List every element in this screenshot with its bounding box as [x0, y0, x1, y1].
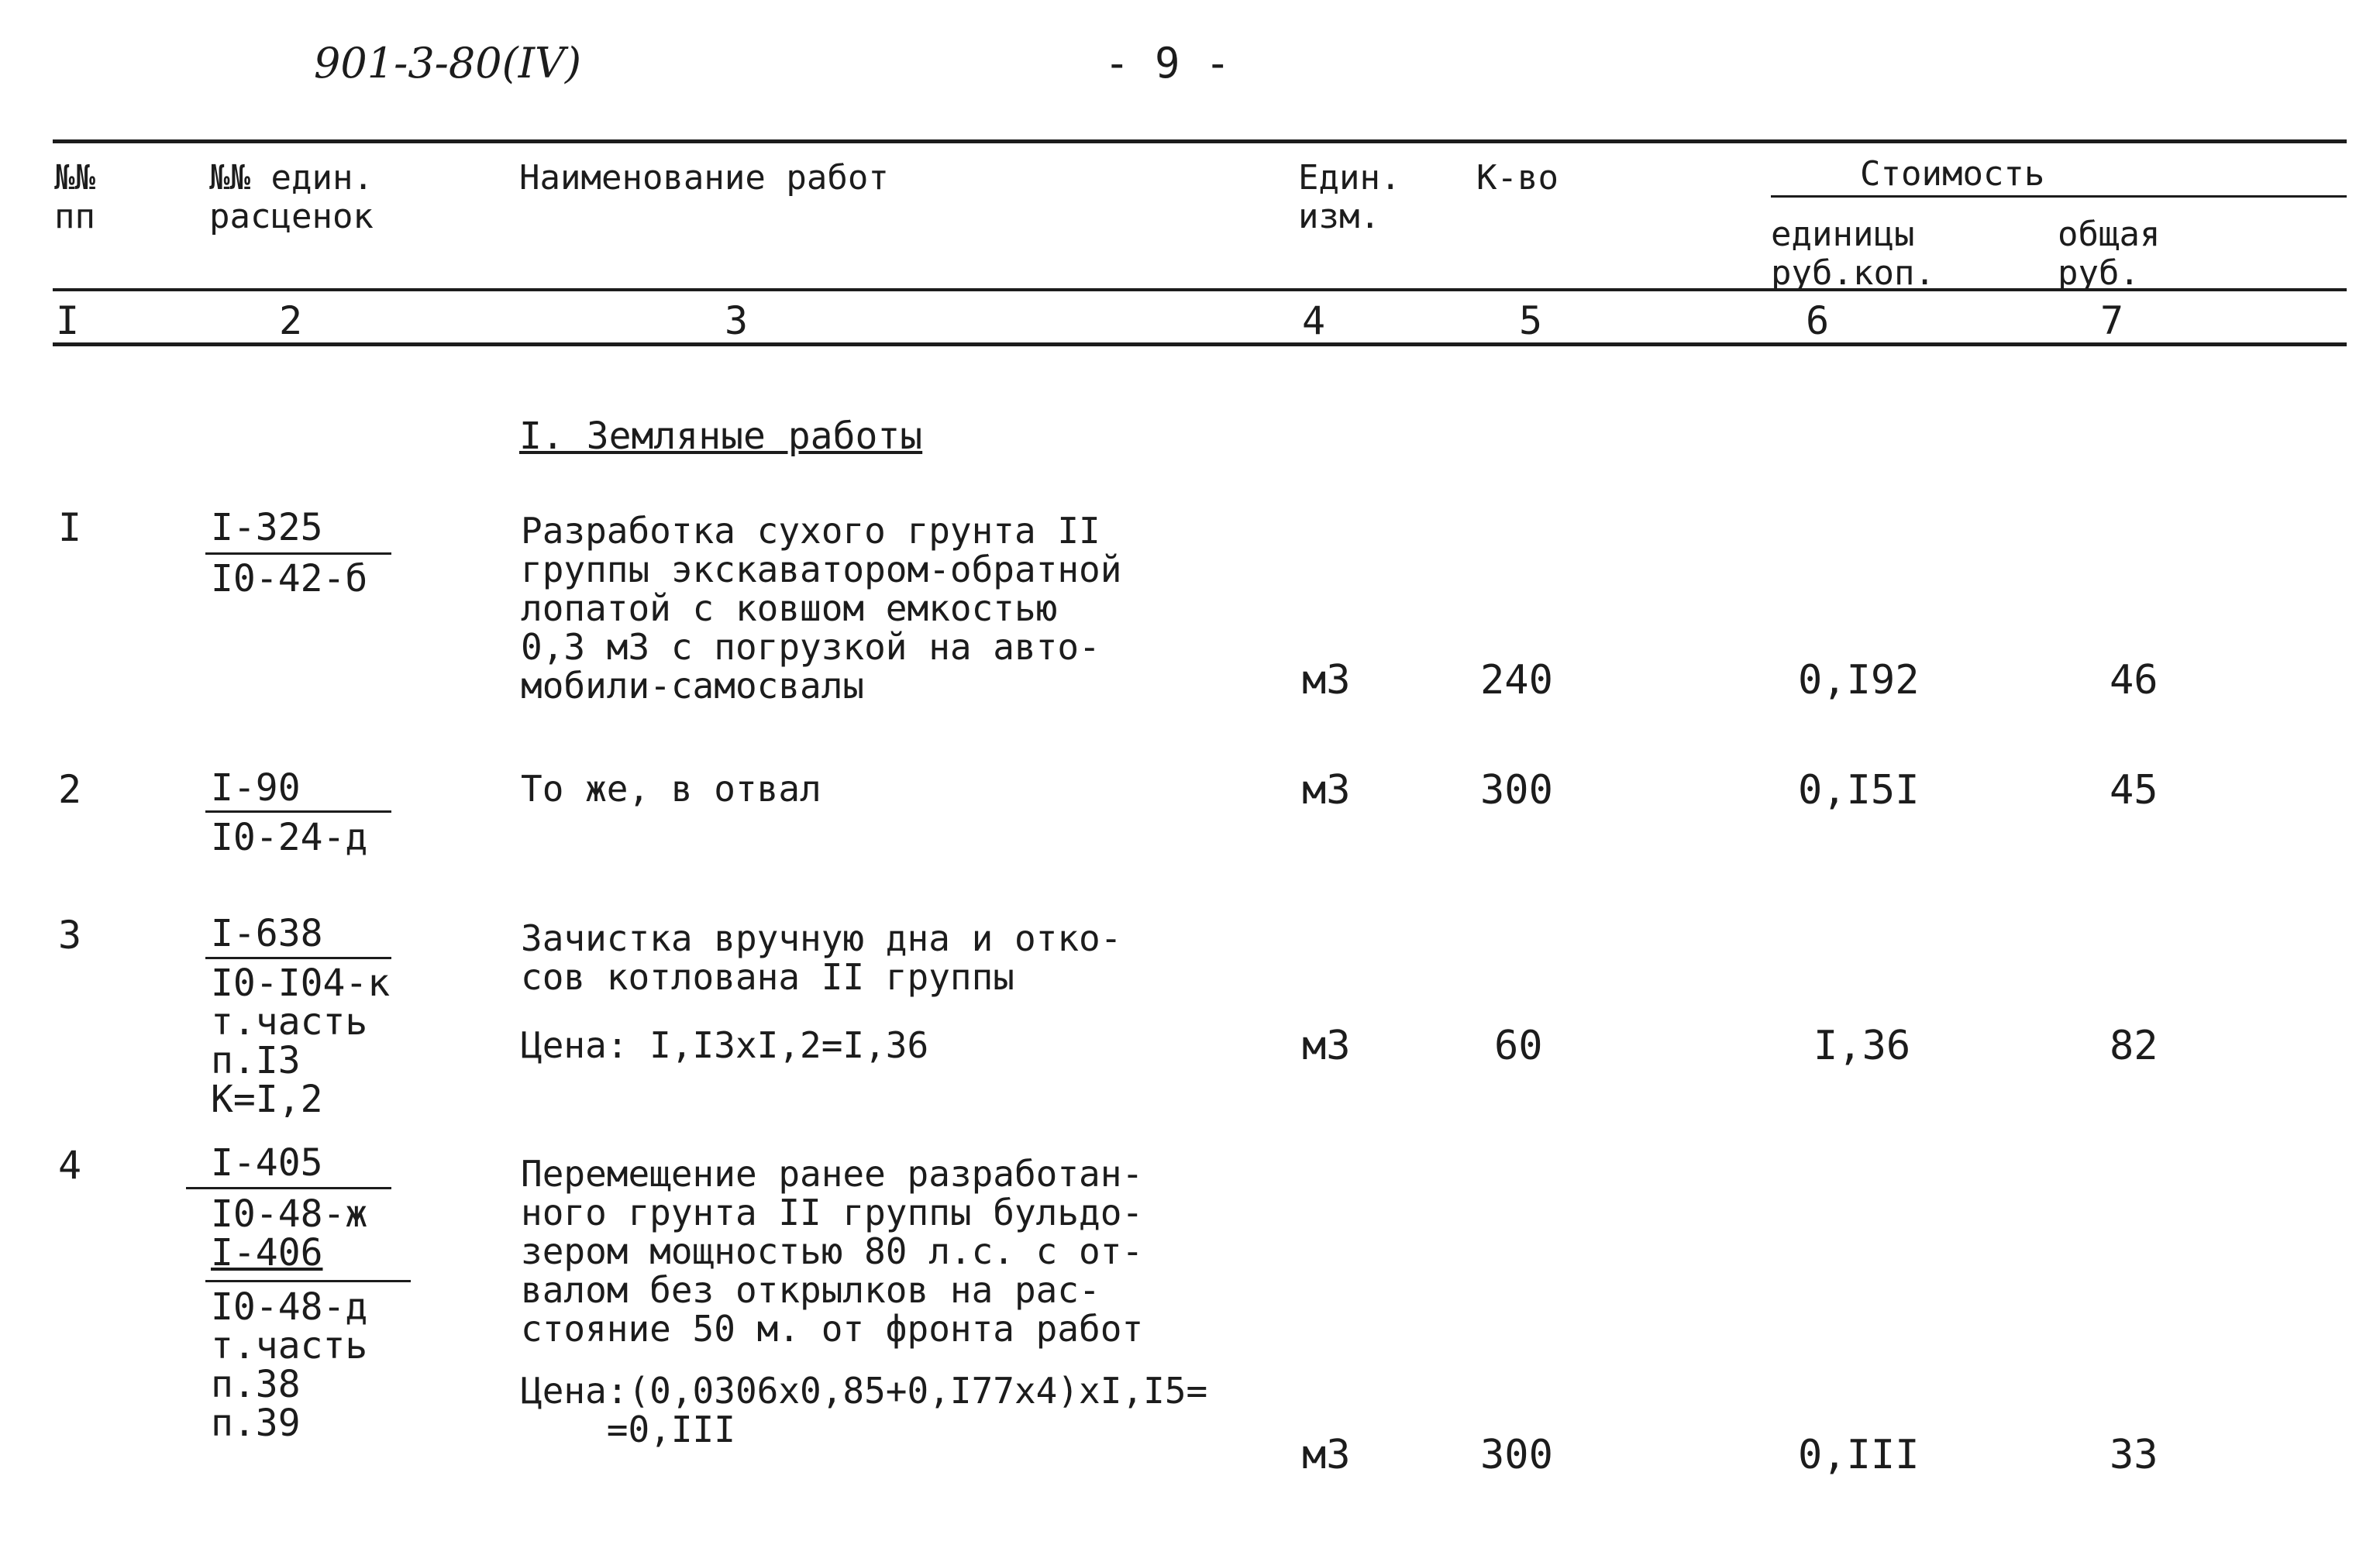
rate-note: т.часть п.I3 К=I,2 — [211, 1000, 368, 1121]
header-col-unit-cost: единицы руб.коп. — [1771, 215, 1935, 293]
row-number: 4 — [58, 1143, 82, 1188]
column-number: 7 — [2100, 298, 2124, 343]
header-col-num: №№ пп — [54, 158, 95, 236]
rate-fraction-bar — [205, 1280, 411, 1282]
header-col-rate: №№ един. расценок — [209, 158, 374, 236]
unit-cost: 0,I92 — [1798, 657, 1920, 704]
total-cost: 82 — [2110, 1023, 2158, 1069]
work-description: Перемещение ранее разработан- ного грунта II группы бульдо- зером мощностью 80 л.с. с от- валом без открылков на рас- стояние 50 м. от фронта работ — [521, 1153, 1144, 1350]
quantity: 300 — [1480, 767, 1553, 814]
rate-fraction-bar — [205, 810, 391, 813]
column-number: 2 — [279, 298, 303, 343]
column-number: 6 — [1806, 298, 1830, 343]
section-title: I. Земляные работы — [519, 415, 923, 458]
row-number: 2 — [58, 767, 82, 812]
column-number: 5 — [1519, 298, 1543, 343]
rate-code-top-2: I-406 — [211, 1231, 323, 1275]
unit-cost: 0,I5I — [1798, 767, 1920, 814]
rate-code-bottom: I0-24-д — [211, 816, 368, 859]
price-formula: Цена:(0,0306х0,85+0,I77х4)хI,I5= =0,III — [521, 1370, 1208, 1450]
rate-note: т.часть п.38 п.39 — [211, 1324, 368, 1445]
work-description: Разработка сухого грунта II группы экскаватором-обратной лопатой с ковшом емкостью 0,3 м3 с погрузкой на авто- мобили-самосвалы — [521, 510, 1122, 707]
header-col-total: общая руб. — [2058, 215, 2161, 293]
row-number: 3 — [58, 913, 82, 958]
rate-fraction-bar — [186, 1187, 391, 1189]
work-description: То же, в отвал — [521, 768, 821, 810]
header-col-qty: К-во — [1476, 158, 1559, 198]
quantity: 60 — [1494, 1023, 1543, 1069]
page-number: - 9 - — [1104, 39, 1231, 88]
rate-fraction-bar — [205, 552, 391, 555]
total-cost: 45 — [2110, 767, 2158, 814]
rate-fraction-bar — [205, 957, 391, 959]
rate-code-mid: I0-48-ж — [211, 1192, 368, 1236]
rate-code-top: I-90 — [211, 766, 301, 810]
column-number: 4 — [1302, 298, 1326, 343]
header-col-name: Наименование работ — [519, 158, 889, 198]
quantity: 300 — [1480, 1432, 1553, 1478]
header-col-unit: Един. изм. — [1298, 158, 1401, 236]
unit-cost: 0,III — [1798, 1432, 1920, 1478]
rate-code-bottom: I0-48-д — [211, 1285, 368, 1329]
unit: м3 — [1302, 767, 1351, 814]
header-cost-group: Стоимость — [1860, 154, 2045, 194]
unit: м3 — [1302, 657, 1351, 704]
unit: м3 — [1302, 1023, 1351, 1069]
rate-code-top: I-325 — [211, 506, 323, 549]
header-bottom-rule — [53, 288, 2347, 291]
rate-code-top: I-405 — [211, 1141, 323, 1185]
rate-code-bottom: I0-42-б — [211, 557, 368, 600]
document-code: 901-3-80(IV) — [314, 39, 582, 88]
quantity: 240 — [1480, 657, 1553, 704]
column-number: I — [56, 298, 80, 343]
price-formula: Цена: I,I3хI,2=I,36 — [521, 1024, 929, 1066]
column-number: 3 — [725, 298, 749, 343]
total-cost: 33 — [2110, 1432, 2158, 1478]
cost-group-rule — [1771, 195, 2347, 198]
header-top-rule — [53, 139, 2347, 143]
total-cost: 46 — [2110, 657, 2158, 704]
rate-code-bottom: I0-I04-к — [211, 962, 391, 1005]
column-numbers-rule — [53, 342, 2347, 346]
row-number: I — [58, 505, 82, 550]
rate-code-top: I-638 — [211, 912, 323, 955]
unit: м3 — [1302, 1432, 1351, 1478]
unit-cost: I,36 — [1813, 1023, 1911, 1069]
work-description: Зачистка вручную дна и отко- сов котлована II группы — [521, 917, 1122, 998]
